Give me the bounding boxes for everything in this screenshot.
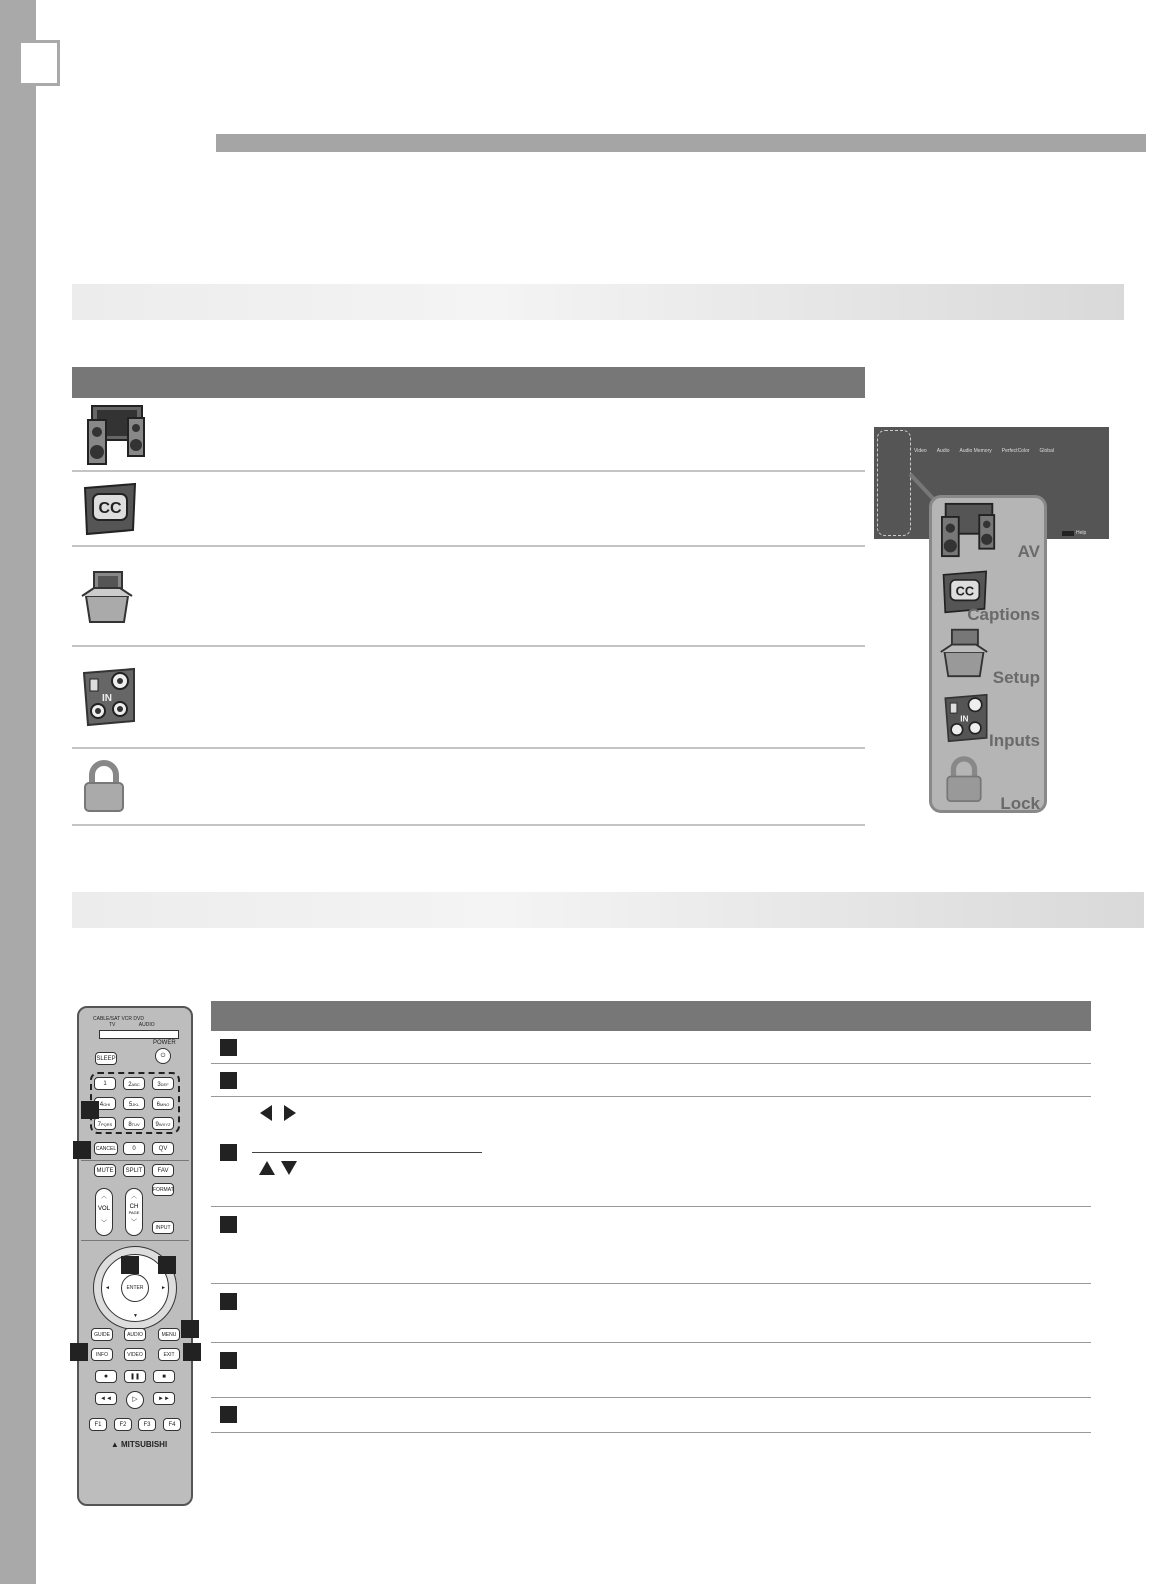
letters: MNO <box>160 1102 170 1107</box>
video-button[interactable]: VIDEO <box>124 1348 146 1361</box>
setup-icon <box>72 548 142 646</box>
section-band-menu <box>72 284 1124 320</box>
digit: 4 <box>99 1102 104 1108</box>
screen-tab: Audio Memory <box>959 448 992 454</box>
chevron-down-icon: ﹀ <box>100 1221 107 1227</box>
switch-label: CABLE/SAT <box>93 1016 121 1022</box>
inputs-icon <box>72 648 146 746</box>
callout-marker <box>183 1343 201 1361</box>
pause-button[interactable]: ❚❚ <box>124 1370 146 1383</box>
callout-marker <box>73 1141 91 1159</box>
menu-row-divider <box>72 824 865 826</box>
av-icon <box>72 400 162 470</box>
zero-button[interactable]: 0 <box>123 1142 145 1155</box>
arrow-left-icon: ◄ <box>105 1285 110 1291</box>
number-button[interactable] <box>123 1117 145 1130</box>
menu-row-divider <box>72 545 865 547</box>
title-rule <box>216 134 1146 152</box>
callout-marker <box>181 1320 199 1338</box>
key-marker <box>220 1039 237 1056</box>
letters: ABC <box>131 1082 140 1087</box>
fav-button[interactable]: FAV <box>152 1164 174 1177</box>
switch-label: VCR <box>121 1016 133 1022</box>
brand-logo <box>99 1440 179 1449</box>
mute-button[interactable]: MUTE <box>94 1164 116 1177</box>
letters: GHI <box>103 1102 111 1107</box>
play-button[interactable]: ▷ <box>126 1391 144 1409</box>
number-button[interactable] <box>152 1077 174 1090</box>
key-marker <box>220 1352 237 1369</box>
f2-button[interactable]: F2 <box>114 1418 132 1431</box>
letters: JKL <box>132 1102 140 1107</box>
callout-marker <box>81 1101 99 1119</box>
page-edge-bar <box>0 0 36 1584</box>
callout-label: AV <box>1017 542 1040 561</box>
menu-table-header <box>72 367 865 398</box>
f4-button[interactable]: F4 <box>163 1418 181 1431</box>
split-button[interactable]: SPLIT <box>123 1164 145 1177</box>
qv-button[interactable]: QV <box>152 1142 174 1155</box>
record-button[interactable]: ● <box>95 1370 117 1383</box>
key-table-header <box>211 1001 1091 1031</box>
page-tab <box>18 40 60 86</box>
source-switch-labels <box>93 1016 183 1028</box>
svg-text:IN: IN <box>960 714 969 724</box>
sleep-button[interactable]: SLEEP <box>95 1052 117 1065</box>
enter-button[interactable]: ENTER <box>121 1274 149 1302</box>
key-row-divider <box>211 1063 1091 1064</box>
screen-tab: Global <box>1039 448 1054 454</box>
chevron-down-icon: ﹀ <box>130 1220 137 1226</box>
page-label: PAGE <box>128 1210 140 1215</box>
callout-setup-icon <box>938 626 990 683</box>
ch-label: CH <box>129 1204 139 1210</box>
key-marker <box>220 1293 237 1310</box>
power-button[interactable]: ⏻ <box>155 1048 171 1064</box>
cancel-button[interactable]: CANCEL <box>94 1142 118 1155</box>
letters: TUV <box>131 1122 140 1127</box>
rewind-button[interactable]: ◄◄ <box>95 1392 117 1405</box>
letters: PQRS <box>101 1122 113 1127</box>
screen-tab: Audio <box>936 448 950 454</box>
chevron-up-icon: ︿ <box>100 1194 107 1200</box>
number-button[interactable] <box>123 1077 145 1090</box>
key-marker <box>220 1072 237 1089</box>
letters: WXYZ <box>158 1122 171 1127</box>
svg-text:CC: CC <box>98 500 122 517</box>
callout-label: Lock <box>1000 794 1040 813</box>
key-row-divider <box>211 1283 1091 1284</box>
f3-button[interactable]: F3 <box>138 1418 156 1431</box>
number-button[interactable] <box>94 1077 116 1090</box>
key-inner-rule <box>252 1152 482 1153</box>
digit: 7 <box>97 1122 101 1128</box>
number-button[interactable] <box>123 1097 145 1110</box>
vol-label: VOL <box>97 1206 110 1212</box>
audio-button[interactable]: AUDIO <box>124 1328 146 1341</box>
digit: 5 <box>128 1102 133 1108</box>
digit: 2 <box>128 1082 132 1088</box>
guide-button[interactable]: GUIDE <box>91 1328 113 1341</box>
remote-divider <box>81 1160 189 1161</box>
arrow-down-icon: ▼ <box>133 1313 138 1319</box>
callout-marker <box>121 1256 139 1274</box>
screen-help-label: Help <box>1076 530 1087 536</box>
chevron-up-icon: ︿ <box>130 1194 137 1200</box>
switch-label: DVD <box>133 1016 144 1022</box>
f1-button[interactable]: F1 <box>89 1418 107 1431</box>
brand-name: MITSUBISHI <box>120 1440 168 1449</box>
stop-button[interactable]: ■ <box>153 1370 175 1383</box>
exit-button[interactable]: EXIT <box>158 1348 180 1361</box>
key-row-divider <box>211 1432 1091 1433</box>
switch-label: TV <box>109 1022 116 1028</box>
callout-label: Captions <box>967 605 1040 624</box>
digit: 1 <box>103 1081 107 1087</box>
mitsubishi-diamond-icon: ▲ <box>110 1440 121 1449</box>
digit: 8 <box>128 1122 132 1128</box>
key-row-divider <box>211 1096 1091 1097</box>
key-marker <box>220 1216 237 1233</box>
svg-text:CC: CC <box>955 583 975 599</box>
menu-button[interactable]: MENU <box>158 1328 180 1341</box>
number-button[interactable] <box>152 1097 174 1110</box>
arrow-right-icon: ► <box>161 1285 166 1291</box>
key-row-divider <box>211 1397 1091 1398</box>
fast-forward-button[interactable]: ►► <box>153 1392 175 1405</box>
callout-inputs-icon <box>942 690 990 751</box>
digit: 3 <box>157 1082 161 1088</box>
callout-av-icon <box>938 502 1000 563</box>
captions-icon <box>72 472 146 544</box>
format-button[interactable]: FORMAT <box>152 1183 174 1196</box>
power-label: POWER <box>153 1040 176 1046</box>
section-band-remote <box>72 892 1144 928</box>
key-row-divider <box>211 1206 1091 1207</box>
digit: 6 <box>156 1102 160 1108</box>
callout-label: Setup <box>992 668 1040 687</box>
letters: DEF <box>160 1082 169 1087</box>
screen-tab: Video <box>914 448 927 454</box>
volume-rocker[interactable] <box>95 1188 113 1236</box>
callout-marker <box>70 1343 88 1361</box>
number-button[interactable] <box>152 1117 174 1130</box>
svg-text:IN: IN <box>102 693 112 704</box>
menu-row-divider <box>72 470 865 472</box>
up-down-arrows-icon <box>258 1159 300 1182</box>
lock-icon <box>72 750 136 824</box>
switch-label: AUDIO <box>138 1022 155 1028</box>
remote-divider <box>81 1240 189 1241</box>
key-marker <box>220 1144 237 1161</box>
callout-label: Inputs <box>989 731 1040 750</box>
screen-tab: PerfectColor <box>1001 448 1030 454</box>
menu-callout <box>929 495 1047 813</box>
channel-rocker[interactable] <box>125 1188 143 1236</box>
help-key-icon <box>1062 531 1074 536</box>
source-switch[interactable] <box>99 1030 179 1039</box>
menu-row-divider <box>72 747 865 749</box>
callout-lock-icon <box>942 754 986 811</box>
callout-marker <box>158 1256 176 1274</box>
left-right-arrows-icon <box>258 1104 300 1127</box>
input-button[interactable]: INPUT <box>152 1221 174 1234</box>
info-button[interactable]: INFO <box>91 1348 113 1361</box>
key-row-divider <box>211 1342 1091 1343</box>
digit: 9 <box>155 1122 159 1128</box>
menu-row-divider <box>72 645 865 647</box>
key-marker <box>220 1406 237 1423</box>
